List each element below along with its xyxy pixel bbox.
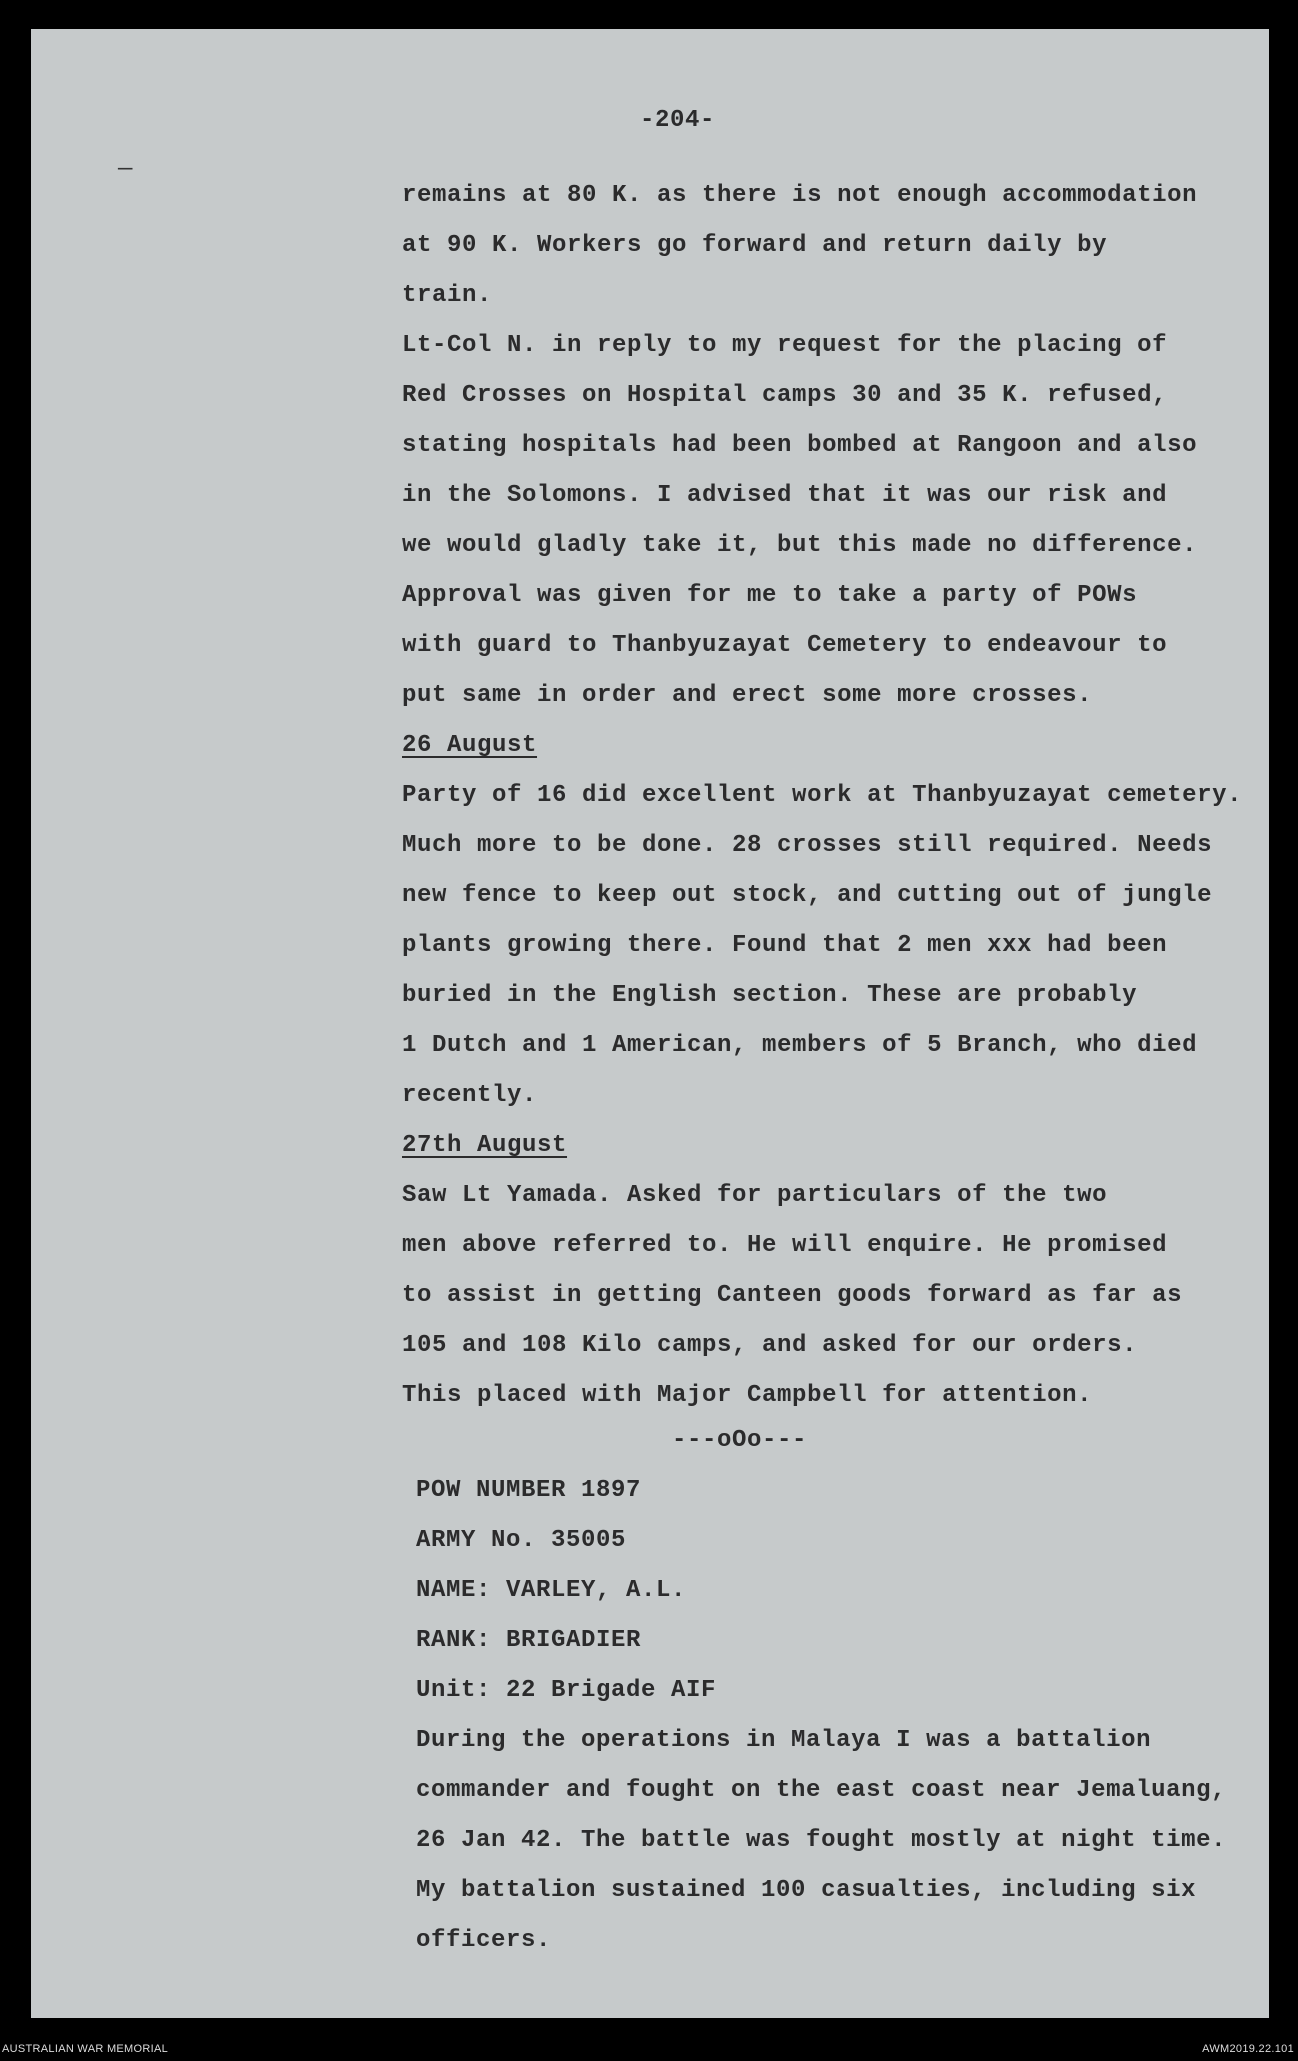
text-line: officers. (416, 1927, 552, 1954)
document-page (31, 29, 1269, 2018)
text-line: plants growing there. Found that 2 men xxx had been (402, 932, 1168, 959)
text-line: recently. (402, 1082, 538, 1109)
text-line: Party of 16 did excellent work at Thanbyuzayat cemetery. (402, 782, 1243, 809)
text-line: Much more to be done. 28 crosses still required. Needs (402, 832, 1213, 859)
text-line: During the operations in Malaya I was a battalion (416, 1727, 1152, 1754)
text-line: to assist in getting Canteen goods forward as far as (402, 1282, 1183, 1309)
page-number: -204- (640, 107, 716, 134)
footer-accession-number: AWM2019.22.101 (1202, 2043, 1294, 2055)
text-line: buried in the English section. These are probably (402, 982, 1138, 1009)
section-separator: ---oOo--- (672, 1427, 808, 1454)
record-field: POW NUMBER 1897 (416, 1477, 642, 1504)
text-line: with guard to Thanbyuzayat Cemetery to endeavour to (402, 632, 1168, 659)
text-line: men above referred to. He will enquire. He promised (402, 1232, 1168, 1259)
text-line: Red Crosses on Hospital camps 30 and 35 K. refused, (402, 382, 1168, 409)
footer-archive-name: AUSTRALIAN WAR MEMORIAL (2, 2043, 169, 2055)
text-line: 26 Jan 42. The battle was fought mostly at night time. (416, 1827, 1227, 1854)
text-line: Lt-Col N. in reply to my request for the placing of (402, 332, 1168, 359)
record-field: ARMY No. 35005 (416, 1527, 627, 1554)
date-heading: 27th August (402, 1132, 568, 1159)
text-line: 105 and 108 Kilo camps, and asked for our orders. (402, 1332, 1138, 1359)
record-field: Unit: 22 Brigade AIF (416, 1677, 717, 1704)
text-line: new fence to keep out stock, and cutting out of jungle (402, 882, 1213, 909)
text-line: train. (402, 282, 493, 309)
text-line: This placed with Major Campbell for attention. (402, 1382, 1093, 1409)
text-line: at 90 K. Workers go forward and return daily by (402, 232, 1108, 259)
record-field: NAME: VARLEY, A.L. (416, 1577, 687, 1604)
text-line: in the Solomons. I advised that it was our risk and (402, 482, 1168, 509)
text-line: put same in order and erect some more crosses. (402, 682, 1093, 709)
text-line: Approval was given for me to take a party of POWs (402, 582, 1138, 609)
text-line: My battalion sustained 100 casualties, including six (416, 1877, 1197, 1904)
text-line: commander and fought on the east coast near Jemaluang, (416, 1777, 1227, 1804)
date-heading: 26 August (402, 732, 538, 759)
text-line: remains at 80 K. as there is not enough accommodation (402, 182, 1198, 209)
record-field: RANK: BRIGADIER (416, 1627, 642, 1654)
text-line: we would gladly take it, but this made no difference. (402, 532, 1198, 559)
margin-mark: — (118, 156, 133, 183)
text-line: 1 Dutch and 1 American, members of 5 Branch, who died (402, 1032, 1198, 1059)
text-line: Saw Lt Yamada. Asked for particulars of the two (402, 1182, 1108, 1209)
text-line: stating hospitals had been bombed at Rangoon and also (402, 432, 1198, 459)
